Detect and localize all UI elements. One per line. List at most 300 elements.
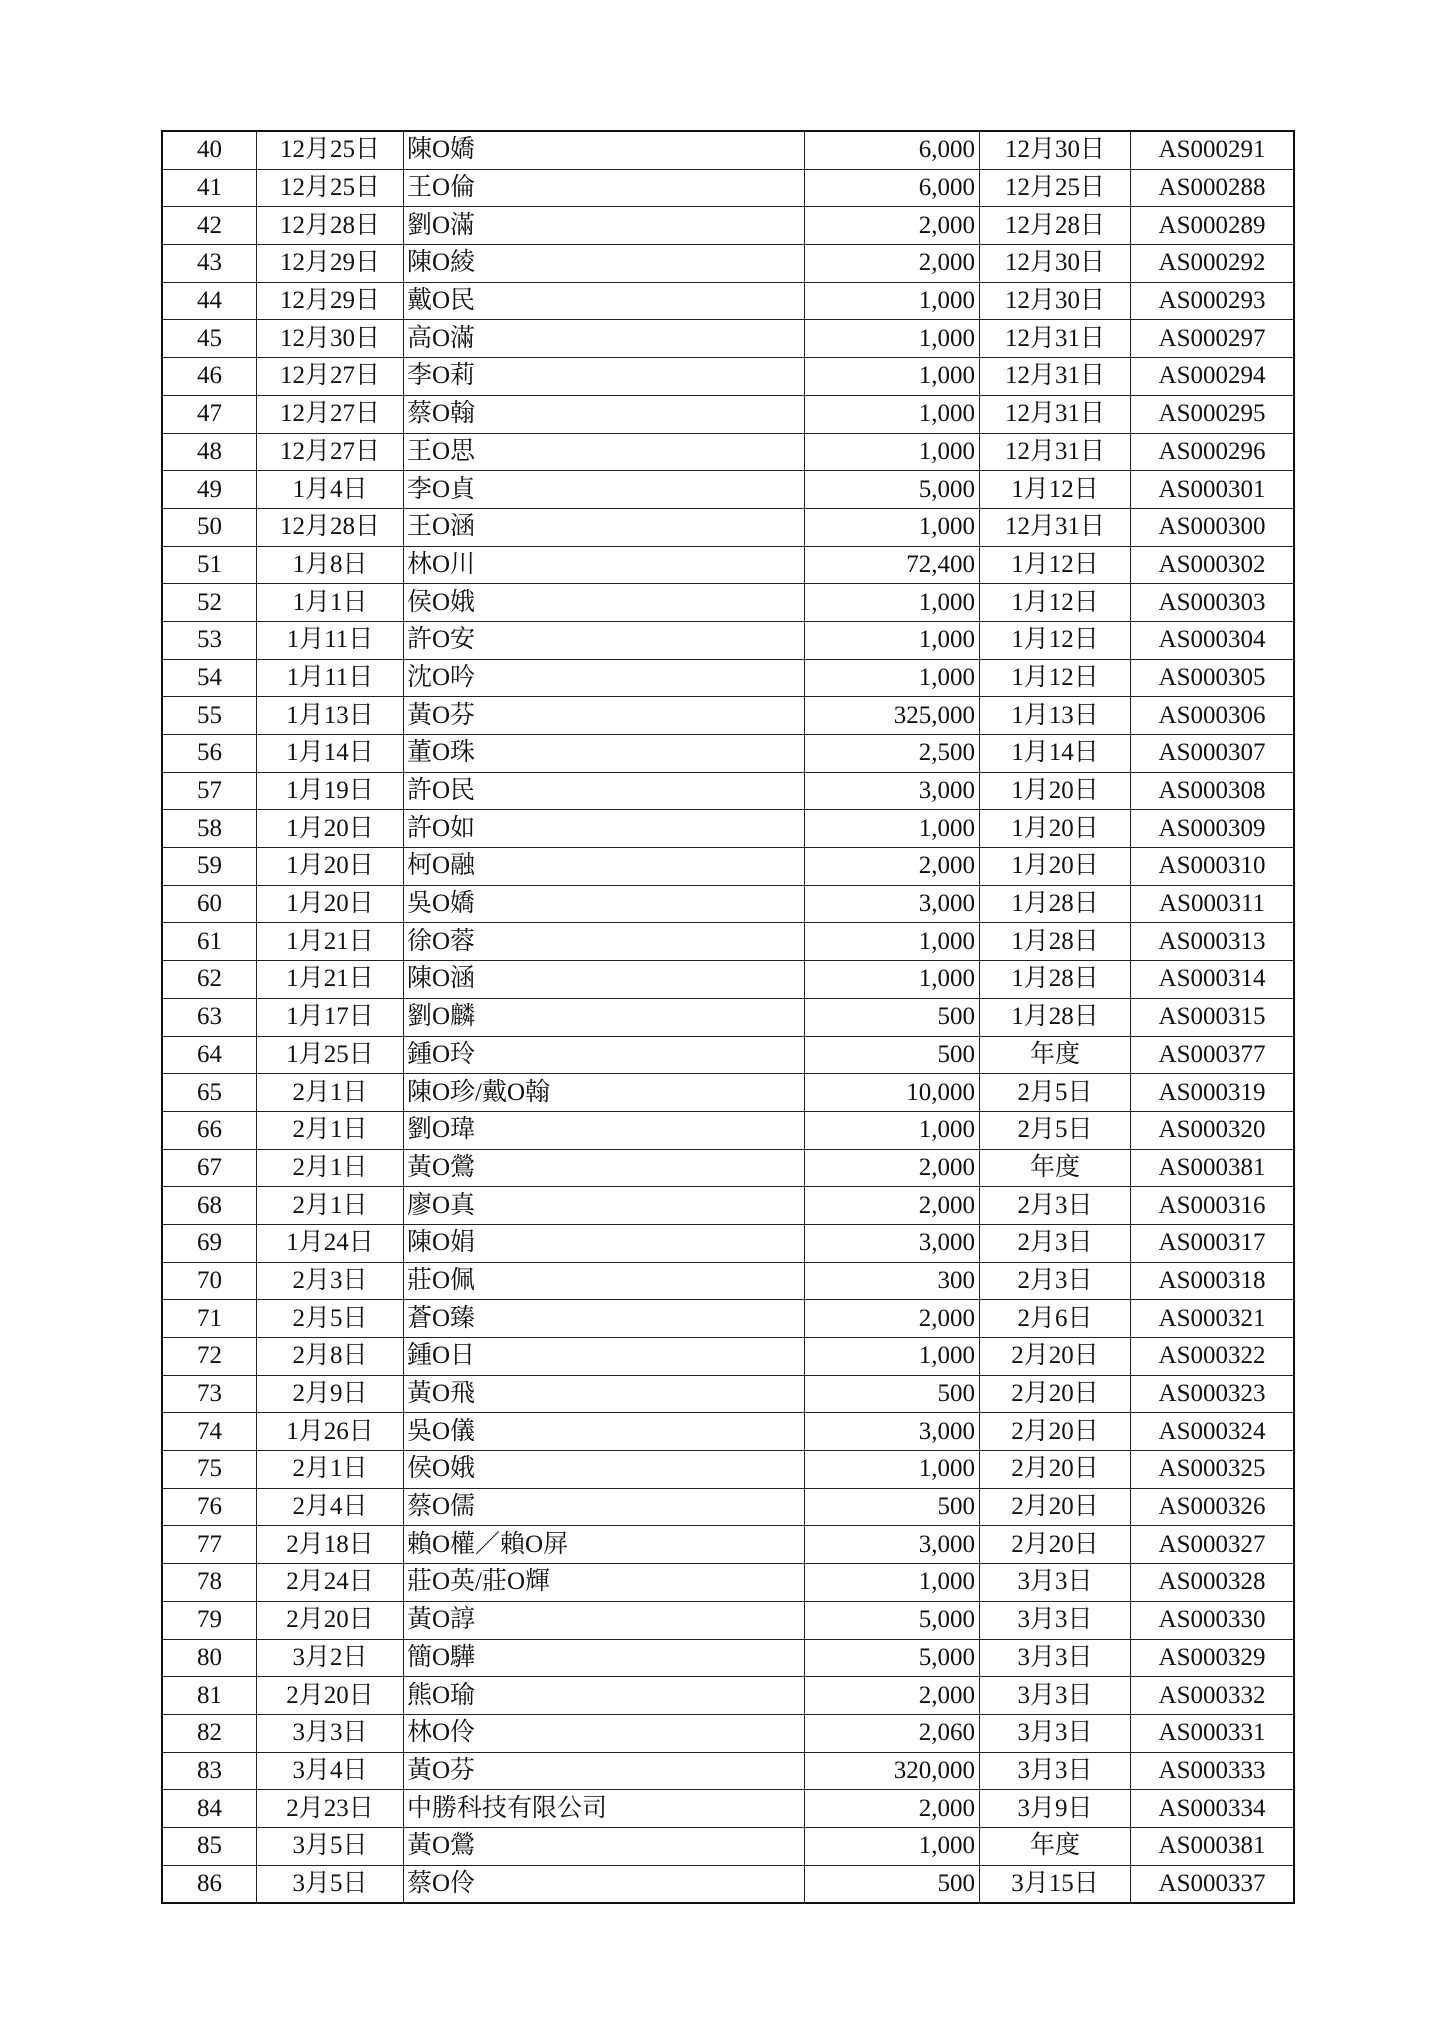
row-number-cell: 65 [162,1074,257,1112]
table-row [162,1865,1294,1903]
donation-date-cell: 2月20日 [257,1601,404,1639]
donor-name-cell: 劉O滿 [404,207,805,245]
amount-cell: 500 [805,1865,980,1903]
table-row [162,848,1294,886]
receipt-number-cell: AS000325 [1131,1451,1295,1489]
donation-date-cell: 1月24日 [257,1224,404,1262]
table-row [162,207,1294,245]
donation-date-cell: 2月9日 [257,1375,404,1413]
donor-name-cell: 蔡O翰 [404,395,805,433]
table-row [162,1564,1294,1602]
receipt-number-cell: AS000324 [1131,1413,1295,1451]
row-number-cell: 62 [162,961,257,999]
row-number-cell: 52 [162,584,257,622]
donation-date-cell: 12月25日 [257,169,404,207]
table-row [162,1827,1294,1865]
receipt-number-cell: AS000294 [1131,358,1295,396]
receipt-date-cell: 1月20日 [980,772,1131,810]
receipt-number-cell: AS000291 [1131,131,1295,169]
receipt-number-cell: AS000320 [1131,1111,1295,1149]
donor-name-cell: 侯O娥 [404,1451,805,1489]
donation-table-body [162,131,1294,1903]
receipt-number-cell: AS000302 [1131,546,1295,584]
receipt-number-cell: AS000314 [1131,961,1295,999]
receipt-number-cell: AS000315 [1131,998,1295,1036]
amount-cell: 3,000 [805,1224,980,1262]
donation-date-cell: 2月1日 [257,1451,404,1489]
donation-date-cell: 12月25日 [257,131,404,169]
row-number-cell: 69 [162,1224,257,1262]
receipt-number-cell: AS000310 [1131,848,1295,886]
table-row [162,1413,1294,1451]
donation-date-cell: 1月14日 [257,735,404,773]
table-row [162,885,1294,923]
amount-cell: 1,000 [805,1451,980,1489]
receipt-date-cell: 年度 [980,1036,1131,1074]
donor-name-cell: 高O滿 [404,320,805,358]
receipt-date-cell: 12月30日 [980,245,1131,283]
table-row [162,961,1294,999]
donor-name-cell: 陳O涵 [404,961,805,999]
table-row [162,1714,1294,1752]
donor-name-cell: 李O貞 [404,471,805,509]
receipt-number-cell: AS000305 [1131,659,1295,697]
receipt-date-cell: 1月12日 [980,621,1131,659]
receipt-number-cell: AS000293 [1131,282,1295,320]
receipt-date-cell: 3月3日 [980,1564,1131,1602]
row-number-cell: 51 [162,546,257,584]
row-number-cell: 48 [162,433,257,471]
row-number-cell: 68 [162,1187,257,1225]
receipt-number-cell: AS000292 [1131,245,1295,283]
receipt-number-cell: AS000323 [1131,1375,1295,1413]
receipt-date-cell: 1月20日 [980,810,1131,848]
donor-name-cell: 莊O佩 [404,1262,805,1300]
donor-name-cell: 蔡O伶 [404,1865,805,1903]
donor-name-cell: 蔡O儒 [404,1488,805,1526]
donation-date-cell: 1月11日 [257,621,404,659]
table-row [162,1639,1294,1677]
row-number-cell: 82 [162,1714,257,1752]
amount-cell: 500 [805,1375,980,1413]
receipt-number-cell: AS000311 [1131,885,1295,923]
amount-cell: 2,000 [805,1790,980,1828]
receipt-date-cell: 2月3日 [980,1224,1131,1262]
amount-cell: 3,000 [805,1413,980,1451]
amount-cell: 1,000 [805,320,980,358]
donor-name-cell: 李O莉 [404,358,805,396]
donor-name-cell: 黃O飛 [404,1375,805,1413]
donation-date-cell: 3月5日 [257,1865,404,1903]
row-number-cell: 44 [162,282,257,320]
donation-date-cell: 2月1日 [257,1111,404,1149]
amount-cell: 1,000 [805,395,980,433]
receipt-number-cell: AS000306 [1131,697,1295,735]
donor-name-cell: 許O民 [404,772,805,810]
row-number-cell: 63 [162,998,257,1036]
amount-cell: 2,000 [805,1300,980,1338]
donor-name-cell: 董O珠 [404,735,805,773]
receipt-date-cell: 2月20日 [980,1526,1131,1564]
row-number-cell: 64 [162,1036,257,1074]
receipt-date-cell: 1月14日 [980,735,1131,773]
receipt-date-cell: 2月5日 [980,1074,1131,1112]
row-number-cell: 57 [162,772,257,810]
amount-cell: 500 [805,998,980,1036]
donation-date-cell: 3月2日 [257,1639,404,1677]
receipt-number-cell: AS000309 [1131,810,1295,848]
row-number-cell: 60 [162,885,257,923]
row-number-cell: 41 [162,169,257,207]
amount-cell: 300 [805,1262,980,1300]
receipt-date-cell: 3月3日 [980,1601,1131,1639]
row-number-cell: 58 [162,810,257,848]
donation-date-cell: 1月19日 [257,772,404,810]
donor-name-cell: 熊O瑜 [404,1677,805,1715]
donor-name-cell: 許O如 [404,810,805,848]
amount-cell: 1,000 [805,1338,980,1376]
receipt-date-cell: 12月31日 [980,508,1131,546]
donor-name-cell: 林O川 [404,546,805,584]
receipt-date-cell: 2月3日 [980,1187,1131,1225]
donor-name-cell: 賴O權／賴O屏 [404,1526,805,1564]
table-row [162,1677,1294,1715]
donation-date-cell: 2月4日 [257,1488,404,1526]
donation-date-cell: 2月3日 [257,1262,404,1300]
donation-date-cell: 2月20日 [257,1677,404,1715]
donor-name-cell: 戴O民 [404,282,805,320]
table-row [162,810,1294,848]
row-number-cell: 71 [162,1300,257,1338]
table-row [162,1149,1294,1187]
donor-name-cell: 王O涵 [404,508,805,546]
receipt-date-cell: 12月25日 [980,169,1131,207]
donation-table [161,130,1295,1904]
row-number-cell: 80 [162,1639,257,1677]
row-number-cell: 77 [162,1526,257,1564]
donation-date-cell: 2月1日 [257,1149,404,1187]
row-number-cell: 66 [162,1111,257,1149]
receipt-date-cell: 12月31日 [980,433,1131,471]
amount-cell: 72,400 [805,546,980,584]
receipt-date-cell: 3月9日 [980,1790,1131,1828]
row-number-cell: 67 [162,1149,257,1187]
row-number-cell: 85 [162,1827,257,1865]
receipt-number-cell: AS000288 [1131,169,1295,207]
receipt-date-cell: 2月3日 [980,1262,1131,1300]
receipt-date-cell: 1月20日 [980,848,1131,886]
donor-name-cell: 柯O融 [404,848,805,886]
table-row [162,169,1294,207]
donor-name-cell: 蒼O臻 [404,1300,805,1338]
donor-name-cell: 中勝科技有限公司 [404,1790,805,1828]
amount-cell: 1,000 [805,1564,980,1602]
table-row [162,282,1294,320]
table-row [162,1111,1294,1149]
receipt-date-cell: 1月28日 [980,885,1131,923]
receipt-number-cell: AS000377 [1131,1036,1295,1074]
table-row [162,1074,1294,1112]
row-number-cell: 86 [162,1865,257,1903]
receipt-number-cell: AS000337 [1131,1865,1295,1903]
donor-name-cell: 鍾O玲 [404,1036,805,1074]
amount-cell: 1,000 [805,584,980,622]
receipt-number-cell: AS000307 [1131,735,1295,773]
receipt-number-cell: AS000303 [1131,584,1295,622]
amount-cell: 1,000 [805,1827,980,1865]
table-row [162,735,1294,773]
donation-date-cell: 1月21日 [257,923,404,961]
amount-cell: 325,000 [805,697,980,735]
table-row [162,1451,1294,1489]
donor-name-cell: 陳O嬌 [404,131,805,169]
amount-cell: 1,000 [805,961,980,999]
donation-date-cell: 12月29日 [257,282,404,320]
table-row [162,772,1294,810]
donation-date-cell: 12月28日 [257,508,404,546]
row-number-cell: 59 [162,848,257,886]
table-row [162,998,1294,1036]
donation-date-cell: 12月27日 [257,358,404,396]
table-row [162,584,1294,622]
donor-name-cell: 林O伶 [404,1714,805,1752]
receipt-number-cell: AS000331 [1131,1714,1295,1752]
donor-name-cell: 黃O鶯 [404,1827,805,1865]
amount-cell: 500 [805,1488,980,1526]
amount-cell: 2,500 [805,735,980,773]
amount-cell: 10,000 [805,1074,980,1112]
donation-date-cell: 1月20日 [257,810,404,848]
table-row [162,1526,1294,1564]
amount-cell: 5,000 [805,1601,980,1639]
donor-name-cell: 鍾O日 [404,1338,805,1376]
receipt-number-cell: AS000326 [1131,1488,1295,1526]
amount-cell: 1,000 [805,282,980,320]
amount-cell: 6,000 [805,169,980,207]
amount-cell: 2,000 [805,1187,980,1225]
donation-date-cell: 3月3日 [257,1714,404,1752]
donor-name-cell: 廖O真 [404,1187,805,1225]
table-row [162,1338,1294,1376]
amount-cell: 1,000 [805,923,980,961]
amount-cell: 5,000 [805,1639,980,1677]
row-number-cell: 40 [162,131,257,169]
amount-cell: 1,000 [805,1111,980,1149]
receipt-number-cell: AS000304 [1131,621,1295,659]
table-row [162,621,1294,659]
amount-cell: 2,000 [805,245,980,283]
receipt-number-cell: AS000296 [1131,433,1295,471]
receipt-number-cell: AS000297 [1131,320,1295,358]
table-row [162,508,1294,546]
donor-name-cell: 吳O嬌 [404,885,805,923]
table-row [162,433,1294,471]
amount-cell: 6,000 [805,131,980,169]
donation-date-cell: 2月1日 [257,1074,404,1112]
donation-date-cell: 12月30日 [257,320,404,358]
receipt-number-cell: AS000301 [1131,471,1295,509]
receipt-date-cell: 12月30日 [980,282,1131,320]
receipt-date-cell: 1月28日 [980,998,1131,1036]
receipt-number-cell: AS000313 [1131,923,1295,961]
table-row [162,358,1294,396]
receipt-date-cell: 3月3日 [980,1752,1131,1790]
table-row [162,1601,1294,1639]
row-number-cell: 56 [162,735,257,773]
row-number-cell: 76 [162,1488,257,1526]
table-row [162,1375,1294,1413]
donor-name-cell: 莊O英/莊O輝 [404,1564,805,1602]
donor-name-cell: 劉O麟 [404,998,805,1036]
receipt-date-cell: 12月31日 [980,395,1131,433]
receipt-number-cell: AS000321 [1131,1300,1295,1338]
donor-name-cell: 黃O諄 [404,1601,805,1639]
table-row [162,659,1294,697]
donor-name-cell: 黃O芬 [404,697,805,735]
row-number-cell: 73 [162,1375,257,1413]
table-row [162,1488,1294,1526]
receipt-date-cell: 2月20日 [980,1413,1131,1451]
donor-name-cell: 黃O鶯 [404,1149,805,1187]
donor-name-cell: 沈O吟 [404,659,805,697]
row-number-cell: 46 [162,358,257,396]
row-number-cell: 61 [162,923,257,961]
receipt-date-cell: 1月13日 [980,697,1131,735]
donation-date-cell: 1月1日 [257,584,404,622]
row-number-cell: 49 [162,471,257,509]
amount-cell: 1,000 [805,659,980,697]
receipt-date-cell: 2月5日 [980,1111,1131,1149]
donation-date-cell: 1月25日 [257,1036,404,1074]
donation-date-cell: 2月5日 [257,1300,404,1338]
receipt-date-cell: 2月6日 [980,1300,1131,1338]
amount-cell: 1,000 [805,621,980,659]
donation-date-cell: 12月29日 [257,245,404,283]
receipt-date-cell: 12月31日 [980,320,1131,358]
donor-name-cell: 王O思 [404,433,805,471]
donor-name-cell: 侯O娥 [404,584,805,622]
row-number-cell: 75 [162,1451,257,1489]
receipt-number-cell: AS000330 [1131,1601,1295,1639]
amount-cell: 2,000 [805,1149,980,1187]
table-row [162,546,1294,584]
donation-date-cell: 12月27日 [257,395,404,433]
receipt-number-cell: AS000332 [1131,1677,1295,1715]
amount-cell: 2,000 [805,207,980,245]
row-number-cell: 78 [162,1564,257,1602]
donation-date-cell: 1月13日 [257,697,404,735]
row-number-cell: 81 [162,1677,257,1715]
amount-cell: 2,060 [805,1714,980,1752]
receipt-number-cell: AS000316 [1131,1187,1295,1225]
receipt-number-cell: AS000328 [1131,1564,1295,1602]
row-number-cell: 45 [162,320,257,358]
donation-date-cell: 2月8日 [257,1338,404,1376]
receipt-date-cell: 12月28日 [980,207,1131,245]
donation-date-cell: 1月17日 [257,998,404,1036]
amount-cell: 1,000 [805,433,980,471]
receipt-number-cell: AS000327 [1131,1526,1295,1564]
table-row [162,471,1294,509]
row-number-cell: 42 [162,207,257,245]
row-number-cell: 43 [162,245,257,283]
donor-name-cell: 吳O儀 [404,1413,805,1451]
donor-name-cell: 許O安 [404,621,805,659]
donation-date-cell: 12月27日 [257,433,404,471]
table-row [162,320,1294,358]
receipt-number-cell: AS000300 [1131,508,1295,546]
donation-date-cell: 1月20日 [257,848,404,886]
donor-name-cell: 劉O瑋 [404,1111,805,1149]
row-number-cell: 72 [162,1338,257,1376]
receipt-date-cell: 3月15日 [980,1865,1131,1903]
receipt-number-cell: AS000289 [1131,207,1295,245]
donor-name-cell: 陳O娟 [404,1224,805,1262]
receipt-date-cell: 1月12日 [980,546,1131,584]
receipt-date-cell: 2月20日 [980,1338,1131,1376]
receipt-date-cell: 1月12日 [980,471,1131,509]
receipt-date-cell: 3月3日 [980,1714,1131,1752]
receipt-date-cell: 2月20日 [980,1488,1131,1526]
receipt-date-cell: 2月20日 [980,1451,1131,1489]
table-row [162,131,1294,169]
receipt-date-cell: 1月28日 [980,923,1131,961]
table-row [162,1752,1294,1790]
amount-cell: 3,000 [805,1526,980,1564]
receipt-number-cell: AS000295 [1131,395,1295,433]
row-number-cell: 84 [162,1790,257,1828]
table-row [162,1224,1294,1262]
table-row [162,1036,1294,1074]
row-number-cell: 47 [162,395,257,433]
receipt-date-cell: 1月12日 [980,659,1131,697]
receipt-date-cell: 1月12日 [980,584,1131,622]
donation-date-cell: 1月4日 [257,471,404,509]
receipt-number-cell: AS000318 [1131,1262,1295,1300]
donor-name-cell: 徐O蓉 [404,923,805,961]
receipt-number-cell: AS000329 [1131,1639,1295,1677]
amount-cell: 3,000 [805,772,980,810]
donation-date-cell: 3月4日 [257,1752,404,1790]
donation-date-cell: 3月5日 [257,1827,404,1865]
amount-cell: 3,000 [805,885,980,923]
row-number-cell: 83 [162,1752,257,1790]
amount-cell: 1,000 [805,810,980,848]
donation-date-cell: 1月26日 [257,1413,404,1451]
receipt-date-cell: 年度 [980,1827,1131,1865]
donation-date-cell: 2月24日 [257,1564,404,1602]
donor-name-cell: 陳O綾 [404,245,805,283]
row-number-cell: 53 [162,621,257,659]
table-row [162,1300,1294,1338]
row-number-cell: 55 [162,697,257,735]
donation-date-cell: 2月23日 [257,1790,404,1828]
receipt-number-cell: AS000381 [1131,1149,1295,1187]
donation-date-cell: 1月20日 [257,885,404,923]
receipt-date-cell: 年度 [980,1149,1131,1187]
donor-name-cell: 簡O驊 [404,1639,805,1677]
receipt-number-cell: AS000381 [1131,1827,1295,1865]
donation-date-cell: 1月8日 [257,546,404,584]
row-number-cell: 50 [162,508,257,546]
table-row [162,1262,1294,1300]
table-row [162,1790,1294,1828]
receipt-number-cell: AS000322 [1131,1338,1295,1376]
receipt-date-cell: 1月28日 [980,961,1131,999]
row-number-cell: 70 [162,1262,257,1300]
donation-date-cell: 12月28日 [257,207,404,245]
receipt-number-cell: AS000317 [1131,1224,1295,1262]
